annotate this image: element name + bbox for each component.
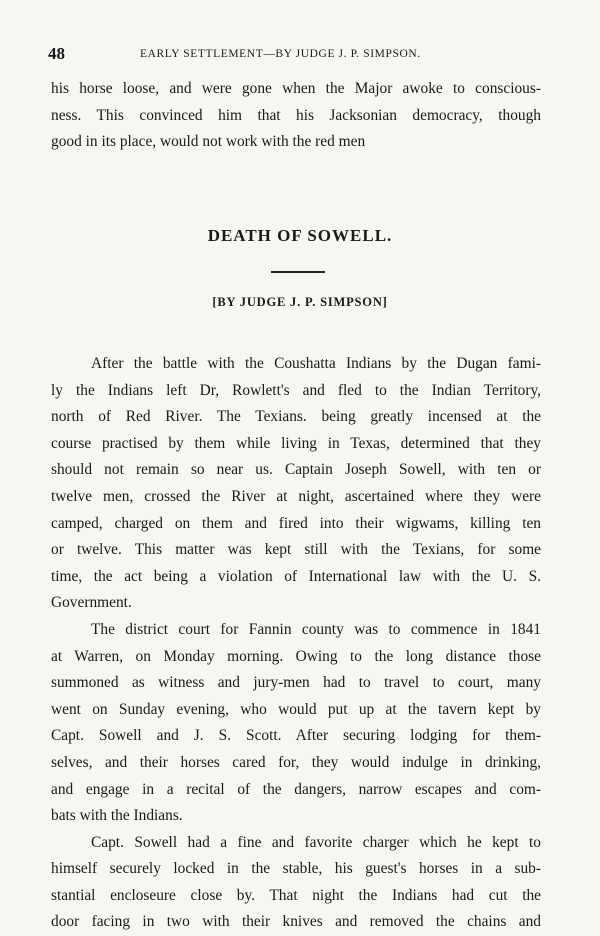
section-heading: DEATH OF SOWELL. bbox=[207, 226, 393, 245]
intro-text bbox=[51, 76, 541, 156]
text-line: went on Sunday evening, who would put up at the tavern kept by bbox=[51, 700, 541, 718]
text-line: should not remain so near us. Captain Joseph Sowell, with ten or bbox=[51, 461, 541, 479]
page-number: 48 bbox=[48, 44, 65, 63]
text-line: Government. bbox=[51, 594, 132, 612]
running-title: EARLY SETTLEMENT—BY JUDGE J. P. SIMPSON. bbox=[140, 48, 421, 60]
text-line: or twelve. This matter was kept still with the Texians, for some bbox=[51, 541, 541, 559]
text-line: course practised by them while living in Texas, determined that they bbox=[51, 434, 541, 452]
heading-rule bbox=[271, 271, 325, 273]
text-line: at Warren, on Monday morning. Owing to the long distance those bbox=[51, 647, 541, 665]
text-line: Capt. Sowell and J. S. Scott. After securing lodging for them- bbox=[51, 727, 541, 745]
text-line: ness. This convinced him that his Jacksonian democracy, though bbox=[51, 106, 541, 124]
text-line: stantial encloseure close by. That night the Indians had cut the bbox=[51, 886, 541, 904]
body-text bbox=[51, 351, 541, 936]
text-line: north of Red River. The Texians. being greatly incensed at the bbox=[51, 408, 541, 426]
text-line: camped, charged on them and fired into their wigwams, killing ten bbox=[51, 514, 541, 532]
running-head bbox=[48, 44, 538, 64]
text-line: selves, and their horses cared for, they would indulge in drinking, bbox=[51, 753, 541, 771]
text-line: The district court for Fannin county was to commence in 1841 bbox=[91, 620, 541, 638]
text-line: ly the Indians left Dr, Rowlett's and fled to the Indian Territory, bbox=[51, 381, 541, 399]
text-line: door facing in two with their knives and removed the chains and bbox=[51, 913, 541, 931]
text-line: After the battle with the Coushatta Indians by the Dugan fami- bbox=[91, 355, 541, 372]
byline: [BY JUDGE J. P. SIMPSON] bbox=[212, 295, 388, 309]
text-line: bats with the Indians. bbox=[51, 807, 183, 825]
text-line: himself securely locked in the stable, his guest's horses in a sub- bbox=[51, 860, 541, 878]
text-line: and engage in a recital of the dangers, narrow escapes and com- bbox=[51, 780, 541, 798]
text-line: time, the act being a violation of International law with the U. S. bbox=[51, 567, 541, 585]
text-line: summoned as witness and jury-men had to travel to court, many bbox=[51, 674, 541, 692]
text-line: his horse loose, and were gone when the Major awoke to conscious- bbox=[51, 80, 541, 97]
text-line: good in its place, would not work with the red men bbox=[51, 133, 366, 151]
text-line: twelve men, crossed the River at night, ascertained where they were bbox=[51, 487, 541, 505]
text-line: Capt. Sowell had a fine and favorite charger which he kept to bbox=[91, 833, 541, 851]
